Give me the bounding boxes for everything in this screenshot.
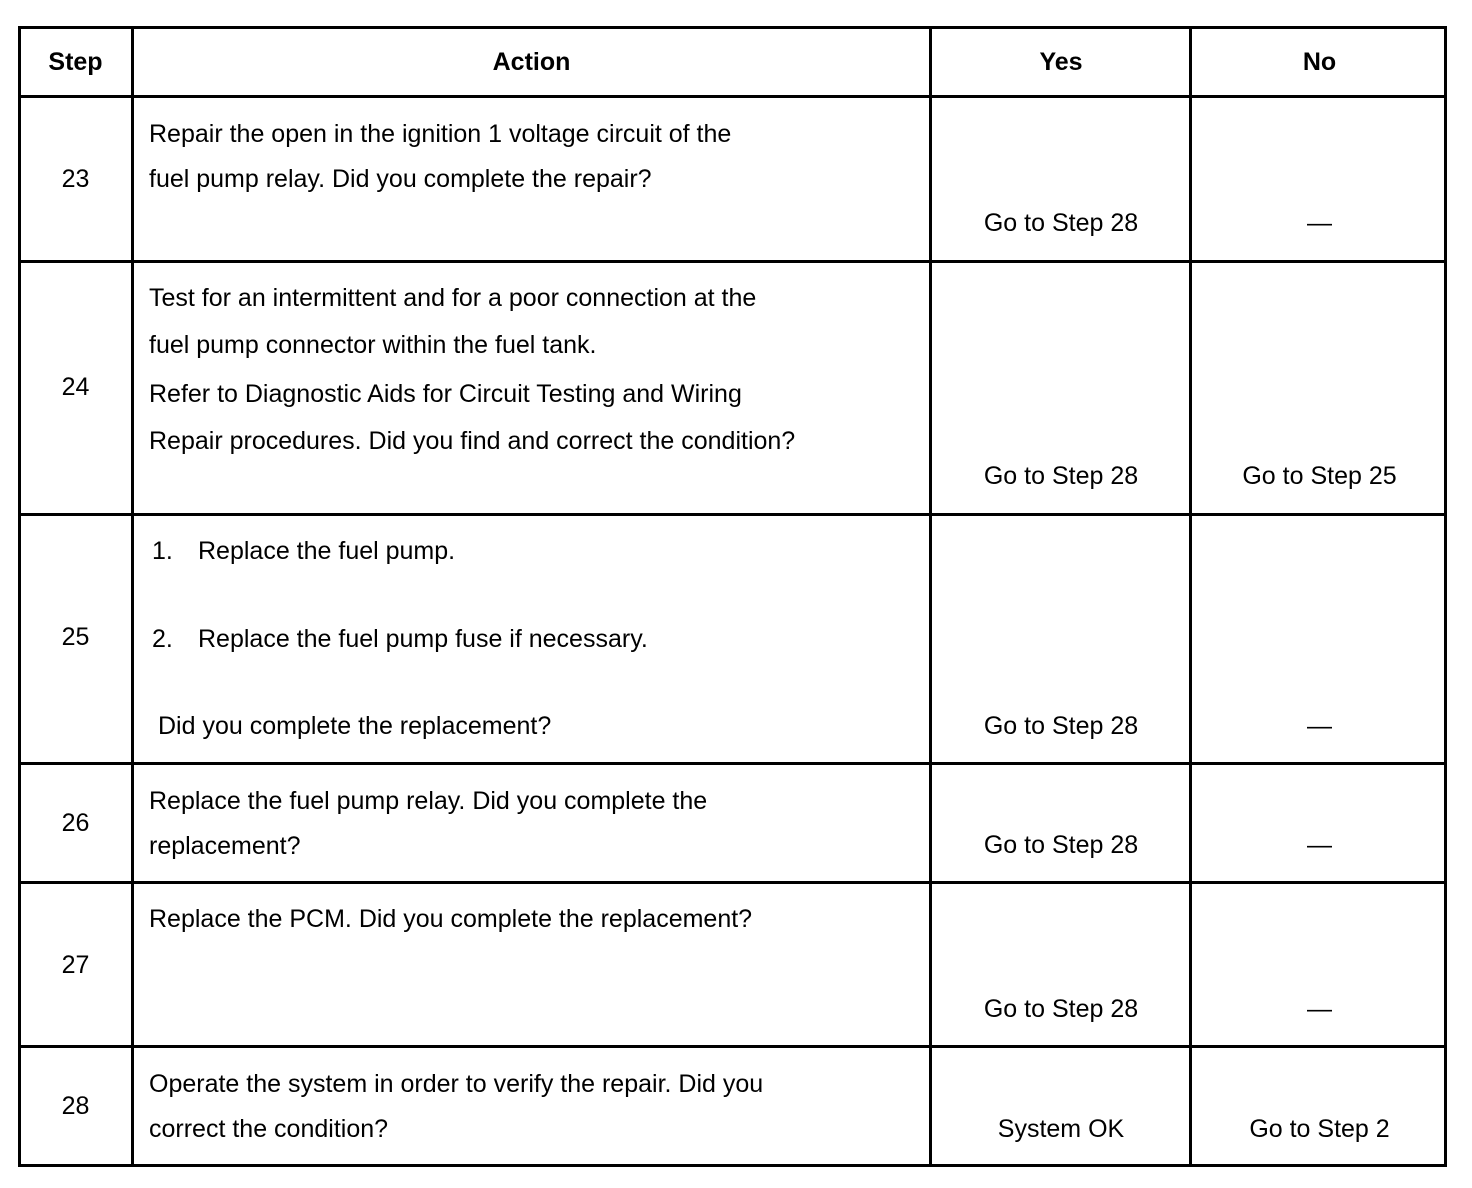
action-line: replacement? xyxy=(149,832,301,860)
yes-result: Go to Step 28 xyxy=(983,831,1139,859)
list-number: 1. xyxy=(152,537,173,565)
table-rule xyxy=(18,1045,1447,1048)
action-line: Replace the PCM. Did you complete the replacement? xyxy=(149,905,753,933)
step-number: 25 xyxy=(61,623,90,651)
list-number: 2. xyxy=(152,625,173,653)
yes-result: Go to Step 28 xyxy=(983,995,1139,1023)
yes-result: Go to Step 28 xyxy=(983,209,1139,237)
action-text xyxy=(149,779,707,869)
table-rule xyxy=(18,513,1447,516)
no-result: Go to Step 25 xyxy=(1242,462,1397,490)
action-list-item: Replace the fuel pump. xyxy=(198,537,456,565)
action-line: Replace the fuel pump relay. Did you complete the xyxy=(149,787,708,815)
action-line: fuel pump connector within the fuel tank. xyxy=(149,331,597,359)
action-line: Test for an intermittent and for a poor connection at the xyxy=(149,284,757,312)
table-rule xyxy=(131,26,134,1167)
step-number: 26 xyxy=(61,809,90,837)
action-text xyxy=(149,1062,763,1152)
table-rule xyxy=(18,881,1447,884)
header-step: Step xyxy=(48,48,103,76)
no-result: — xyxy=(1307,209,1332,237)
action-line: Repair the open in the ignition 1 voltage circuit of the xyxy=(149,120,732,148)
table-rule xyxy=(18,26,1447,29)
table-rule xyxy=(18,1164,1447,1167)
yes-result: System OK xyxy=(997,1115,1125,1143)
action-line: Operate the system in order to verify the repair. Did you xyxy=(149,1070,764,1098)
yes-result: Go to Step 28 xyxy=(983,712,1139,740)
header-no: No xyxy=(1302,48,1337,76)
step-number: 28 xyxy=(61,1092,90,1120)
step-number: 23 xyxy=(61,165,90,193)
no-result: Go to Step 2 xyxy=(1249,1115,1390,1143)
header-yes: Yes xyxy=(1039,48,1083,76)
step-number: 24 xyxy=(61,373,90,401)
diagnostic-table xyxy=(18,26,1447,1167)
table-rule xyxy=(18,762,1447,765)
action-line: correct the condition? xyxy=(149,1115,389,1143)
action-list-item: Replace the fuel pump fuse if necessary. xyxy=(198,625,648,653)
no-result: — xyxy=(1307,995,1332,1023)
action-question: Did you complete the replacement? xyxy=(158,712,552,740)
no-result: — xyxy=(1307,712,1332,740)
table-rule xyxy=(18,95,1447,98)
header-action: Action xyxy=(492,48,571,76)
action-text xyxy=(149,897,752,942)
action-text xyxy=(149,276,795,464)
yes-result: Go to Step 28 xyxy=(983,462,1139,490)
action-line: Repair procedures. Did you find and correct the condition? xyxy=(149,427,796,455)
table-rule xyxy=(18,260,1447,263)
action-line: fuel pump relay. Did you complete the repair? xyxy=(149,165,652,193)
action-line: Refer to Diagnostic Aids for Circuit Testing and Wiring xyxy=(149,380,742,408)
step-number: 27 xyxy=(61,951,90,979)
no-result: — xyxy=(1307,831,1332,859)
table-rule xyxy=(18,26,21,1167)
action-text xyxy=(149,112,731,202)
